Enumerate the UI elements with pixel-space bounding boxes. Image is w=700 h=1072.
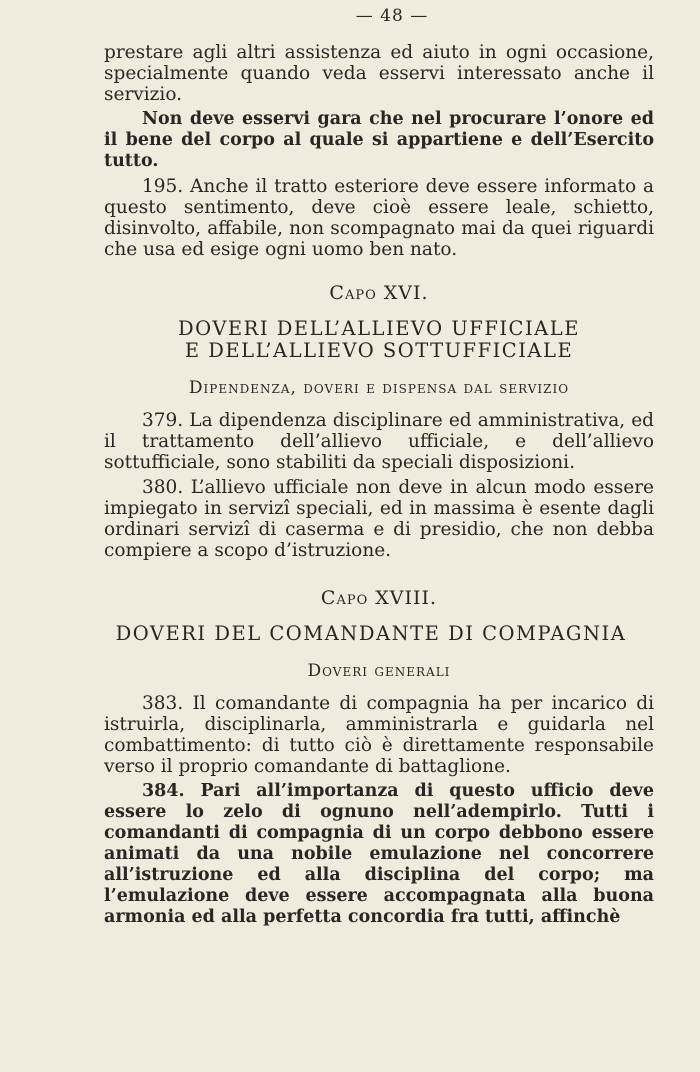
paragraph-continuation: prestare agli altri assistenza ed aiuto in ogni occasione, specialmente quando veda esservi interessato anche il servizio. <box>104 42 654 105</box>
chapter-18-heading: DOVERI DEL COMANDANTE DI COMPAGNIA <box>115 622 627 645</box>
chapter-18-subheading: Doveri generali <box>307 661 451 681</box>
paragraph-195: 195. Anche il tratto esteriore deve essere informato a questo sentimento, deve cioè essere leale, schietto, disinvolto, affabile, non scompagnato mai da quei riguardi che usa ed esige ogni uomo ben nato. <box>104 176 654 260</box>
page-number: — 48 — <box>355 6 429 26</box>
paragraph-380: 380. L’allievo ufficiale non deve in alcun modo essere impiegato in servizî speciali, ed in massima è esente dagli ordinari servizî di caserma e di presidio, che non debba compiere a scopo d’istruzione. <box>104 477 654 561</box>
chapter-16-heading-line1: DOVERI DELL’ALLIEVO UFFICIALE <box>178 317 580 340</box>
paragraph-383: 383. Il comandante di compagnia ha per incarico di istruirla, disciplinarla, amministrarla e guidarla nel combattimento: di tutto ciò è direttamente responsabile verso il proprio comandante di battaglione. <box>104 693 654 777</box>
paragraph-bold-emulation: Non deve esservi gara che nel procurare l’onore ed il bene del corpo al quale si appartiene e dell’Esercito tutto. <box>104 109 654 171</box>
chapter-16-heading <box>104 318 654 362</box>
chapter-18-title: Capo XVIII. <box>320 587 438 609</box>
paragraph-384: 384. Pari all’importanza di questo ufficio deve essere lo zelo di ognuno nell’adempirlo. Tutti i comandanti di compagnia di un corpo debbono essere animati da una nobile emulazione nel concorrere all’istruzione ed alla disciplina del corpo; ma l’emulazione deve essere accompagnata alla buona armonia ed alla perfetta concordia fra tutti, affinchè <box>104 781 654 927</box>
chapter-16-heading-line2: E DELL’ALLIEVO SOTTUFFICIALE <box>184 339 574 362</box>
paragraph-379: 379. La dipendenza disciplinare ed amministrativa, ed il trattamento dell’allievo ufficiale, e dell’allievo sottufficiale, sono stabiliti da speciali disposizioni. <box>104 410 654 473</box>
chapter-16-title: Capo XVI. <box>329 282 429 304</box>
chapter-16-subheading: Dipendenza, doveri e dispensa dal servizio <box>188 378 570 398</box>
